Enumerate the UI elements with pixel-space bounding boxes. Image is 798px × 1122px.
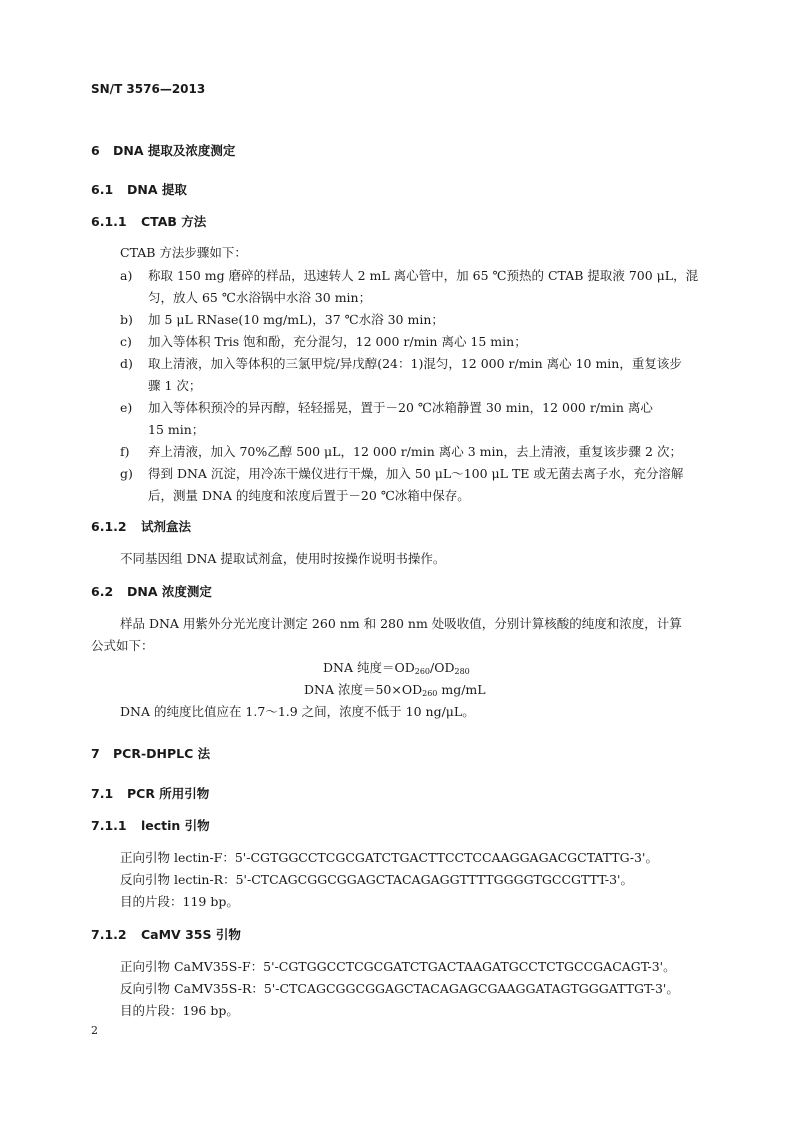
step-e-cont: 15 min；: [148, 422, 205, 437]
step-b: [120, 310, 444, 328]
step-a: [120, 266, 698, 284]
step-g: [120, 464, 683, 482]
step-d: [120, 354, 682, 372]
formula-subscript: 280: [454, 667, 470, 676]
step-label: a): [120, 268, 133, 283]
step-label: g): [120, 466, 133, 481]
formula-subscript: 260: [414, 667, 431, 676]
step-text: 得到 DNA 沉淀，用冷冻干燥仪进行干燥，加入 50 μL～100 μL TE 或无菌去离子水，充分溶解: [148, 466, 684, 481]
ctab-intro: CTAB 方法步骤如下：: [120, 245, 247, 260]
step-e: [120, 398, 653, 416]
section-number: 6.1: [91, 182, 114, 197]
step-text: 加入等体积预冷的异丙醇，轻轻摇晃，置于－20 ℃冰箱静置 30 min，12 000 r/min 离心: [148, 400, 653, 415]
page-number: 2: [91, 1024, 98, 1037]
kit-text: 不同基因组 DNA 提取试剂盒，使用时按操作说明书操作。: [120, 551, 446, 566]
section-number: 7.1.1: [91, 818, 127, 833]
step-text: 加 5 μL RNase(10 mg/mL)，37 ℃水浴 30 min；: [148, 312, 444, 327]
section-title: lectin 引物: [141, 818, 210, 833]
section-number: 7: [91, 746, 100, 761]
formula-text: DNA 浓度＝50×OD: [304, 682, 423, 697]
step-a-cont: 匀，放人 65 ℃水浴锅中水浴 30 min；: [148, 290, 372, 305]
lectin-forward-primer: 正向引物 lectin-F：5'-CGTGGCCTCGCGATCTGACTTCCTCCAAGGAGACGCTATTG-3'。: [120, 850, 658, 865]
section-6-heading: [91, 141, 235, 159]
step-g-cont: 后，测量 DNA 的纯度和浓度后置于－20 ℃冰箱中保存。: [148, 488, 470, 503]
section-7-1-1-heading: [91, 816, 210, 834]
section-title: 试剂盒法: [141, 519, 192, 534]
camv-reverse-primer: 反向引物 CaMV35S-R：5'-CTCAGCGGCGGAGCTACAGAGCGAAGGATAGTGGGATTGT-3'。: [120, 981, 679, 996]
section-7-1-2-heading: [91, 925, 241, 943]
section-7-heading: [91, 744, 210, 762]
step-d-cont: 骤 1 次；: [148, 378, 202, 393]
step-text: 取上清液，加入等体积的三氯甲烷/异戊醇(24：1)混匀，12 000 r/min 离心 10 min，重复该步: [148, 356, 682, 371]
camv-fragment: 目的片段：196 bp。: [120, 1003, 239, 1018]
section-title: CTAB 方法: [141, 214, 207, 229]
section-title: PCR 所用引物: [127, 786, 210, 801]
formula-text: DNA 纯度＝OD: [323, 660, 415, 675]
section-title: PCR-DHPLC 法: [113, 746, 211, 761]
step-label: e): [120, 400, 133, 415]
section-number: 7.1.2: [91, 927, 127, 942]
section-number: 6: [91, 143, 100, 158]
step-f: [120, 442, 682, 460]
section-6-1-heading: [91, 180, 187, 198]
section-title: DNA 浓度测定: [127, 584, 212, 599]
conc-line-1: 样品 DNA 用紫外分光光度计测定 260 nm 和 280 nm 处吸收值，分别计算核酸的纯度和浓度，计算: [120, 616, 682, 631]
lectin-reverse-primer: 反向引物 lectin-R：5'-CTCAGCGGCGGAGCTACAGAGGTTTTGGGGTGCCGTTT-3'。: [120, 872, 633, 887]
section-number: 6.1.2: [91, 519, 127, 534]
step-label: b): [120, 312, 133, 327]
step-c: [120, 332, 527, 350]
section-title: CaMV 35S 引物: [141, 927, 241, 942]
section-7-1-heading: [91, 784, 209, 802]
formula-concentration: [304, 680, 486, 698]
formula-purity: [323, 658, 470, 676]
step-label: c): [120, 334, 132, 349]
section-title: DNA 提取: [127, 182, 187, 197]
lectin-fragment: 目的片段：119 bp。: [120, 894, 239, 909]
purity-note: DNA 的纯度比值应在 1.7～1.9 之间，浓度不低于 10 ng/μL。: [120, 704, 475, 719]
step-label: d): [120, 356, 133, 371]
section-6-1-2-heading: [91, 517, 191, 535]
formula-text: /OD: [430, 660, 455, 675]
formula-subscript: 260: [422, 689, 438, 698]
camv-forward-primer: 正向引物 CaMV35S-F：5'-CGTGGCCTCGCGATCTGACTAAGATGCCTCTGCCGACAGT-3'。: [120, 959, 676, 974]
section-number: 6.1.1: [91, 214, 127, 229]
section-6-2-heading: [91, 582, 212, 600]
section-title: DNA 提取及浓度测定: [113, 143, 236, 158]
conc-line-2: 公式如下：: [91, 638, 154, 653]
formula-text: mg/mL: [437, 682, 486, 697]
step-text: 称取 150 mg 磨碎的样品，迅速转人 2 mL 离心管中，加 65 ℃预热的 CTAB 提取液 700 μL，混: [148, 268, 699, 283]
section-number: 6.2: [91, 584, 114, 599]
section-number: 7.1: [91, 786, 114, 801]
step-text: 弃上清液，加入 70%乙醇 500 μL，12 000 r/min 离心 3 min，去上清液，重复该步骤 2 次；: [148, 444, 682, 459]
step-text: 加入等体积 Tris 饱和酚，充分混匀，12 000 r/min 离心 15 min；: [148, 334, 527, 349]
document-code: SN/T 3576—2013: [91, 82, 206, 96]
step-label: f): [120, 444, 130, 459]
section-6-1-1-heading: [91, 212, 206, 230]
